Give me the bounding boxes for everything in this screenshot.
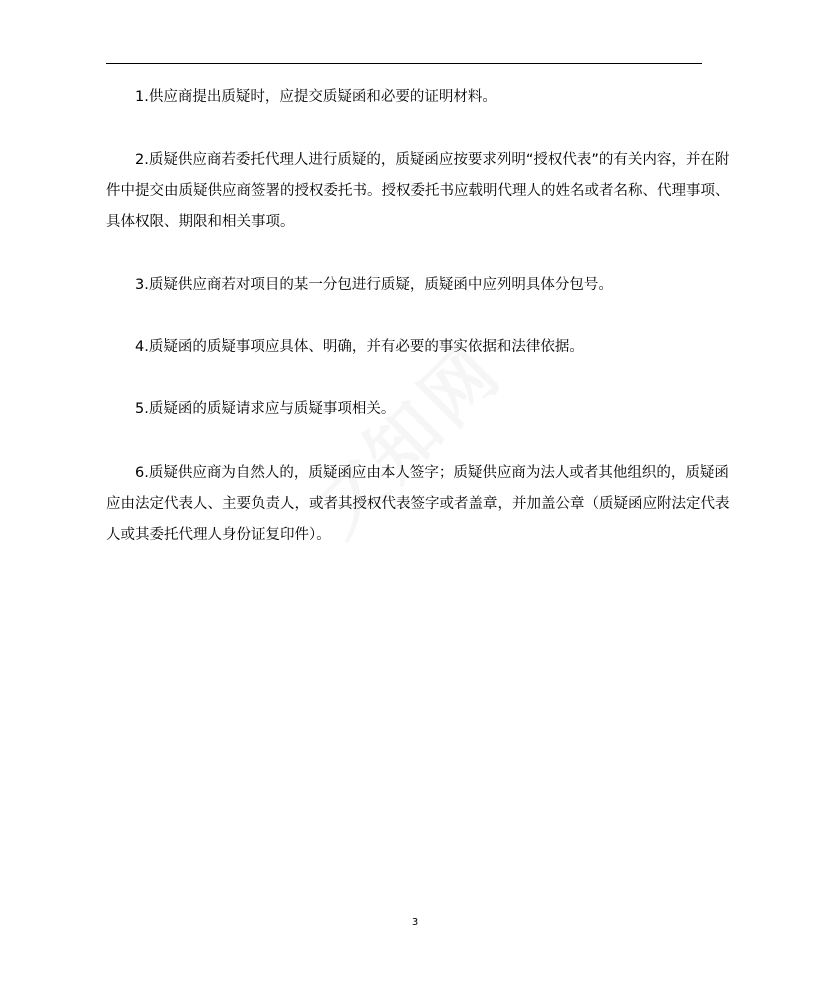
header-rule (106, 63, 702, 64)
paragraph-2: 2.质疑供应商若委托代理人进行质疑的，质疑函应按要求列明“授权代表”的有关内容，并在附件中提交由质疑供应商签署的授权委托书。授权委托书应载明代理人的姓名或者名称、代理事项、具体权限、期限和相关事项。 (106, 152, 730, 230)
paragraph-1: 1.供应商提出质疑时，应提交质疑函和必要的证明材料。 (135, 89, 497, 105)
paragraph-5: 5.质疑函的质疑请求应与质疑事项相关。 (135, 401, 396, 417)
paragraph-6: 6.质疑供应商为自然人的，质疑函应由本人签字；质疑供应商为法人或者其他组织的，质疑函应由法定代表人、主要负责人，或者其授权代表签字或者盖章，并加盖公章（质疑函应附法定代表人或其委托代理人身份证复印件）。 (106, 465, 730, 543)
paragraph-3: 3.质疑供应商若对项目的某一分包进行质疑，质疑函中应列明具体分包号。 (135, 277, 613, 293)
page-number: 3 (411, 917, 419, 928)
paragraph-4: 4.质疑函的质疑事项应具体、明确，并有必要的事实依据和法律依据。 (135, 339, 584, 355)
